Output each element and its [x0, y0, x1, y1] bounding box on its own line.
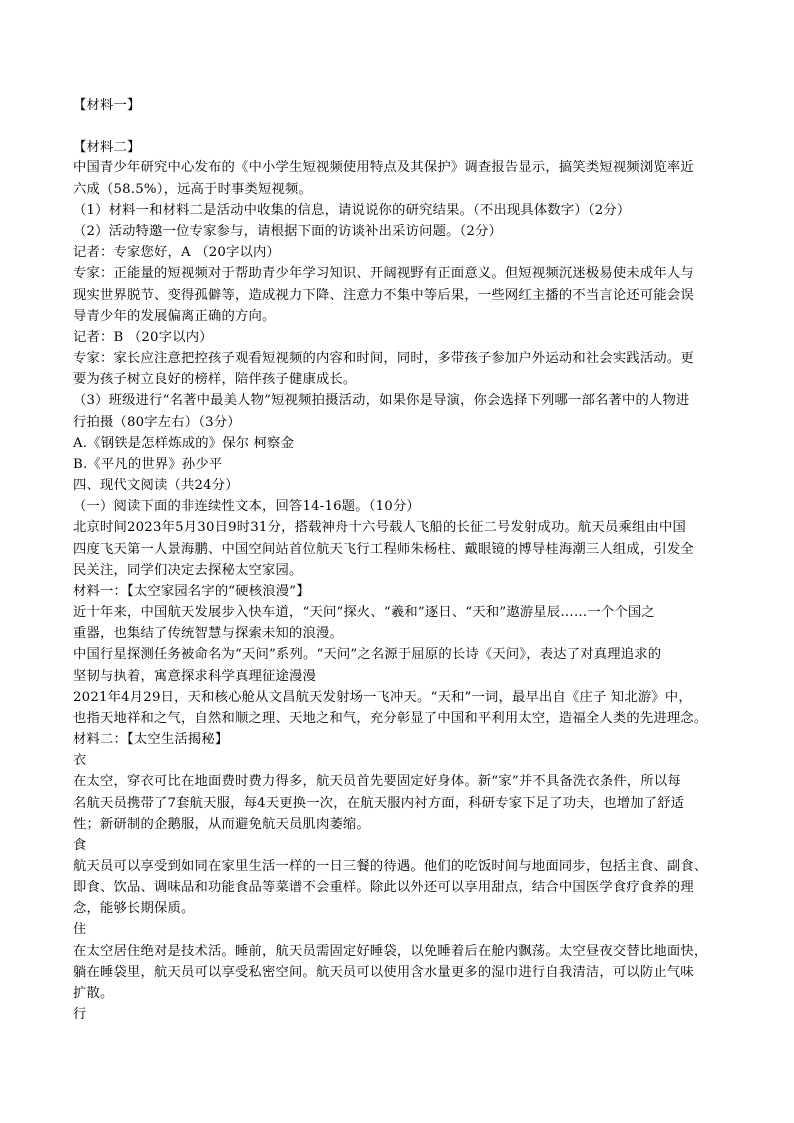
material-heading: 材料二：【太空生活揭秘】	[73, 732, 229, 747]
paragraph-line: 近十年来，中国航天发展步入快车道，“天问”探火、“羲和”逐日、“天和”遨游星辰……一个个国之	[73, 605, 655, 620]
topic-heading-travel: 行	[73, 1007, 87, 1022]
question-1: （1）材料一和材料二是活动中收集的信息，请说说你的研究结果。（不出现具体数字）（2分）	[73, 203, 631, 218]
topic-heading-housing: 住	[73, 922, 87, 937]
paragraph-line: 即食、饮品、调味品和功能食品等菜谱不会重样。除此以外还可以享用甜点，结合中国医学食疗食养的理	[73, 880, 694, 895]
paragraph-line: 在太空居住绝对是技术活。睡前，航天员需固定好睡袋，以免睡着后在舱内飘荡。太空昼夜交替比地面快，	[73, 944, 708, 959]
question-2: （2）活动特邀一位专家参与，请根据下面的访谈补出采访问题。（2分）	[73, 224, 503, 239]
paragraph-line: 扩散。	[73, 986, 114, 1001]
heading-material-two: 【材料二】	[73, 140, 141, 155]
paragraph-line: 北京时间2023年5月30日9时31分，搭载神舟十六号载人飞船的长征二号发射成功。航天员乘组由中国	[73, 520, 686, 535]
paragraph-line: 要为孩子树立良好的榜样，陪伴孩子健康成长。	[73, 372, 357, 387]
paragraph-line: 重器，也集结了传统智慧与探索未知的浪漫。	[73, 626, 343, 641]
paragraph-line: 躺在睡袋里，航天员可以享受私密空间。航天员可以使用含水量更多的湿巾进行自我清洁，可以防止气味	[73, 965, 694, 980]
heading-material-one: 【材料一】	[73, 98, 141, 113]
paragraph-line: 行拍摄（80字左右）（3分）	[73, 415, 241, 430]
paragraph-line: 也指天地祥和之气，自然和顺之理、天地之和气，充分彰显了中国和平利用太空，造福全人类的先进理念。	[73, 711, 708, 726]
interview-expert-answer: 专家：正能量的短视频对于帮助青少年学习知识、开阔视野有正面意义。但短视频沉迷极易使未成年人与	[73, 266, 694, 281]
paragraph-line: 导青少年的发展偏离正确的方向。	[73, 309, 276, 324]
interview-expert-answer: 专家：家长应注意把控孩子观看短视频的内容和时间，同时，多带孩子参加户外运动和社会实践活动。更	[73, 351, 694, 366]
paragraph-line: 念，能够长期保质。	[73, 901, 195, 916]
paragraph-line: 民关注，同学们决定去探秘太空家园。	[73, 563, 303, 578]
paragraph-line: 性；新研制的企鹅服，从而避免航天员肌肉萎缩。	[73, 817, 370, 832]
question-3: （3）班级进行“名著中最美人物”短视频拍摄活动，如果你是导演，你会选择下列哪一部名著中的人物进	[73, 393, 690, 408]
paragraph-line: 中国青少年研究中心发布的《中小学生短视频使用特点及其保护》调查报告显示，搞笑类短视频浏览率近	[73, 160, 694, 175]
paragraph-line: 名航天员携带了7套航天服，每4天更换一次，在航天服内衬方面，科研专家下足了功夫，也增加了舒适	[73, 796, 685, 811]
paragraph-line: 六成（58.5%），远高于时事类短视频。	[73, 182, 313, 197]
option-a: A.《钢铁是怎样炼成的》保尔 柯察金	[73, 436, 295, 451]
paragraph-line: 2021年4月29日，天和核心舱从文昌航天发射场一飞冲天。“天和”一词，最早出自《庄子 知北游》中，	[73, 690, 692, 705]
paragraph-line: 在太空，穿衣可比在地面费时费力得多，航天员首先要固定好身体。新“家”并不具备洗衣条件，所以每	[73, 774, 681, 789]
topic-heading-food: 食	[73, 838, 87, 853]
interview-reporter-a: 记者：专家您好，A （20字以内）	[73, 245, 281, 260]
option-b: B.《平凡的世界》孙少平	[73, 457, 223, 472]
interview-reporter-b: 记者：B （20字以内）	[73, 330, 213, 345]
paragraph-line: 中国行星探测任务被命名为“天问”系列。“天问”之名源于屈原的长诗《天问》，表达了对真理追求的	[73, 647, 662, 662]
section-heading: 四、现代文阅读（共24分）	[73, 478, 239, 493]
paragraph-line: 四度飞天第一人景海鹏、中国空间站首位航天飞行工程师朱杨柱、戴眼镜的博导桂海潮三人组成，引发全	[73, 542, 694, 557]
paragraph-line: 航天员可以享受到如同在家里生活一样的一日三餐的待遇。他们的吃饭时间与地面同步，包括主食、副食、	[73, 859, 708, 874]
paragraph-line: 现实世界脱节、变得孤僻等，造成视力下降、注意力不集中等后果，一些网红主播的不当言论还可能会误	[73, 288, 694, 303]
topic-heading-clothing: 衣	[73, 753, 87, 768]
subsection-heading: （一）阅读下面的非连续性文本，回答14-16题。（10分）	[73, 499, 420, 514]
paragraph-line: 坚韧与执着，寓意探求科学真理征途漫漫	[73, 669, 316, 684]
material-heading: 材料一：【太空家园名字的“硬核浪漫”】	[73, 584, 310, 599]
